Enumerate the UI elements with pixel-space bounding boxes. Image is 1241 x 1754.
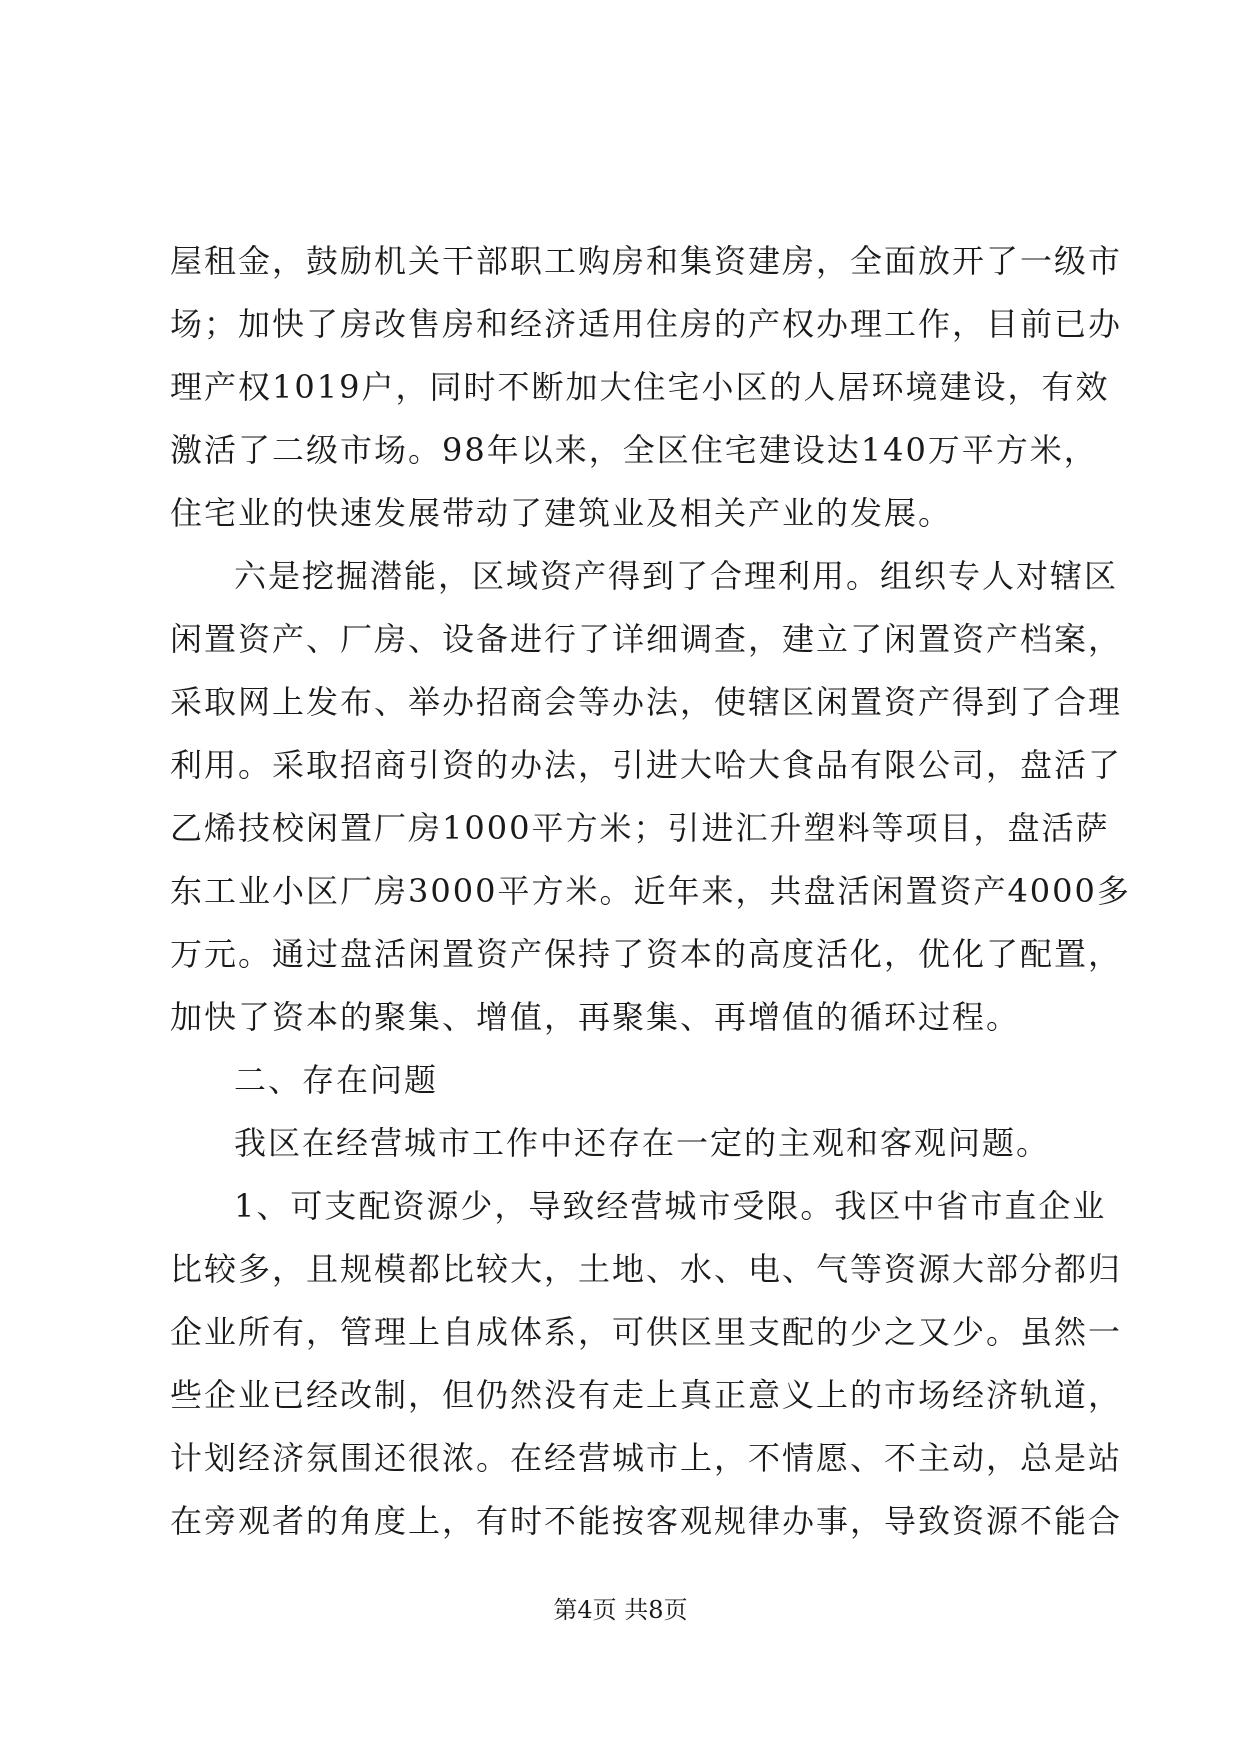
text-line: 比较多，且规模都比较大，土地、水、电、气等资源大部分都归 [170,1250,1123,1288]
text-line: 企业所有，管理上自成体系，可供区里支配的少之又少。虽然一 [170,1313,1123,1351]
text-line: 激活了二级市场。98年以来，全区住宅建设达140万平方米， [170,431,1098,469]
text-line: 加快了资本的聚集、增值，再聚集、再增值的循环过程。 [170,998,1021,1036]
text-line: 理产权1019户，同时不断加大住宅小区的人居环境建设，有效 [170,368,1110,406]
text-line: 万元。通过盘活闲置资产保持了资本的高度活化，优化了配置， [170,935,1123,973]
text-line: 些企业已经改制，但仍然没有走上真正意义上的市场经济轨道， [170,1376,1123,1414]
text-line: 住宅业的快速发展带动了建筑业及相关产业的发展。 [170,494,953,532]
text-line: 在旁观者的角度上，有时不能按客观规律办事，导致资源不能合 [170,1502,1123,1540]
text-line: 采取网上发布、举办招商会等办法，使辖区闲置资产得到了合理 [170,683,1123,721]
section-heading: 二、存在问题 [234,1061,439,1099]
paragraph-first-line: 我区在经营城市工作中还存在一定的主观和客观问题。 [234,1124,1051,1162]
page-number-footer: 第4页 共8页 [553,1596,688,1624]
text-line: 乙烯技校闲置厂房1000平方米；引进汇升塑料等项目，盘活萨 [170,809,1110,847]
text-line: 闲置资产、厂房、设备进行了详细调查，建立了闲置资产档案， [170,620,1123,658]
text-line: 场；加快了房改售房和经济适用住房的产权办理工作，目前已办 [170,305,1123,343]
paragraph-first-line: 六是挖掘潜能，区域资产得到了合理利用。组织专人对辖区 [234,557,1119,595]
text-line: 屋租金，鼓励机关干部职工购房和集资建房，全面放开了一级市 [170,242,1123,280]
text-line: 利用。采取招商引资的办法，引进大哈大食品有限公司，盘活了 [170,746,1123,784]
document-body [170,230,1131,1553]
paragraph-first-line: 1、可支配资源少，导致经营城市受限。我区中省市直企业 [234,1187,1107,1225]
text-line: 东工业小区厂房3000平方米。近年来，共盘活闲置资产4000多 [170,872,1131,910]
text-line: 计划经济氛围还很浓。在经营城市上，不情愿、不主动，总是站 [170,1439,1123,1477]
